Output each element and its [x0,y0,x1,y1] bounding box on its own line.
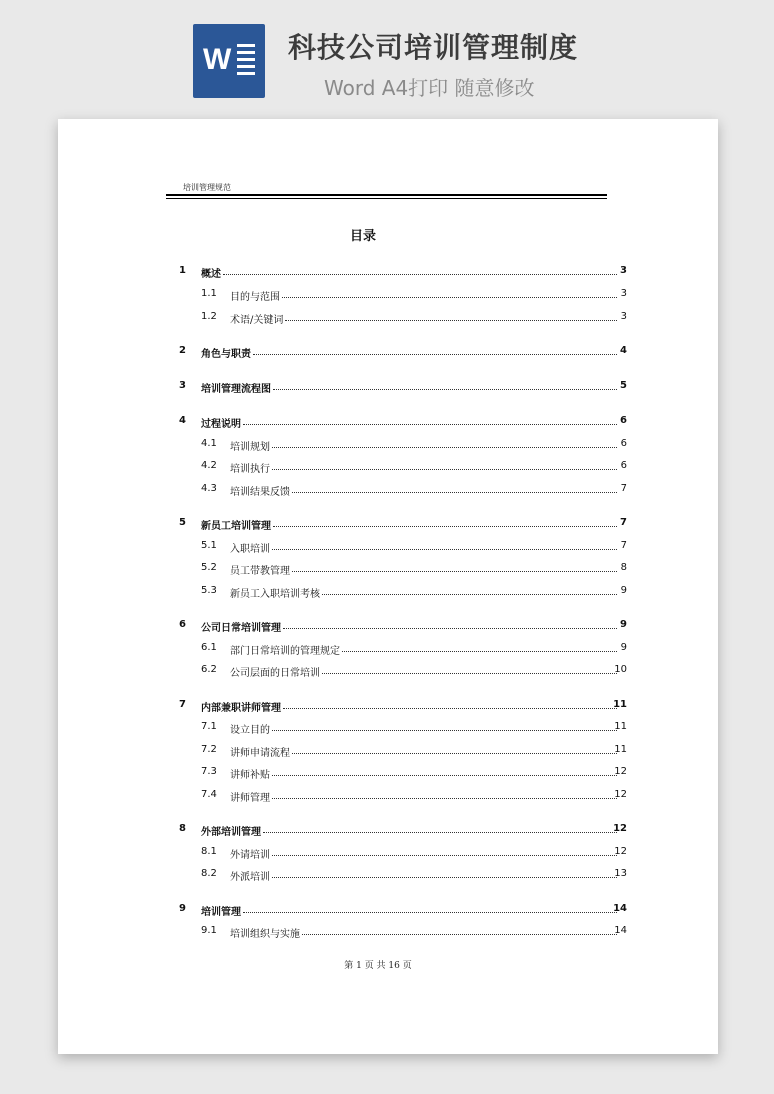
toc-entry-text: 外部培训管理 [201,827,261,838]
toc-entry-page: 11 [613,699,627,710]
toc-entry-label [201,380,619,395]
toc-entry-label [201,265,619,280]
toc-leader-dots [282,297,617,298]
toc-leader-dots [273,389,617,390]
toc-entry-page: 10 [614,664,627,675]
toc-entry-label [201,415,619,430]
toc-leader-dots [253,354,617,355]
toc-leader-dots [272,469,617,470]
toc-entry-text: 公司日常培训管理 [201,623,281,634]
toc-leader-dots [285,320,617,321]
toc-entry-number: 8.2 [201,868,217,879]
toc-entry-page: 4 [620,345,627,356]
toc-entry-page: 9 [620,619,627,630]
toc-entry-page: 8 [620,562,627,573]
toc-entry-page: 7 [620,483,627,494]
toc-entry[interactable] [58,721,718,735]
toc-entry[interactable] [58,789,718,803]
toc-entry-label [230,540,619,555]
toc-entry-label [230,789,619,804]
toc-entry-text: 讲师管理 [230,793,270,804]
toc-entry[interactable] [58,664,718,678]
toc-entry-text: 角色与职责 [201,349,251,360]
toc-leader-dots [322,673,617,674]
toc-entry-text: 培训管理流程图 [201,384,271,395]
toc-entry-text: 外请培训 [230,850,270,861]
toc-entry[interactable] [58,380,718,394]
toc-entry[interactable] [58,460,718,474]
toc-entry[interactable] [58,517,718,531]
toc-entry-text: 公司层面的日常培训 [230,668,320,679]
toc-entry[interactable] [58,562,718,576]
toc-entry-label [230,483,619,498]
toc-leader-dots [272,775,617,776]
toc-entry[interactable] [58,438,718,452]
toc-leader-dots [283,708,617,709]
toc-entry[interactable] [58,823,718,837]
toc-entry-text: 员工带教管理 [230,566,290,577]
toc-entry-label [201,517,619,532]
toc-leader-dots [272,855,617,856]
document-page [58,119,718,1054]
toc-entry-number: 1 [179,265,186,276]
toc-entry-number: 9 [179,903,186,914]
toc-entry[interactable] [58,642,718,656]
toc-entry[interactable] [58,311,718,325]
toc-entry-number: 9.1 [201,925,217,936]
toc-entry[interactable] [58,415,718,429]
word-icon [193,24,265,98]
toc-entry-number: 4.3 [201,483,217,494]
toc-entry-label [230,642,619,657]
toc-entry[interactable] [58,744,718,758]
toc-entry[interactable] [58,925,718,939]
toc-entry[interactable] [58,868,718,882]
toc-entry-label [230,438,619,453]
toc-entry-page: 11 [614,721,627,732]
toc-entry[interactable] [58,766,718,780]
toc-leader-dots [273,526,617,527]
toc-entry-number: 5.3 [201,585,217,596]
header-rule-thick [166,194,607,196]
toc-entry-number: 7.1 [201,721,217,732]
toc-entry-page: 3 [620,311,627,322]
toc-entry-text: 培训管理 [201,907,241,918]
toc-entry-label [230,868,619,883]
toc-entry-page: 14 [614,925,627,936]
toc-entry-label [230,562,619,577]
toc-entry-number: 8 [179,823,186,834]
toc-entry-text: 新员工入职培训考核 [230,589,320,600]
toc-entry-label [230,925,619,940]
toc-entry[interactable] [58,699,718,713]
toc-entry-text: 讲师补贴 [230,770,270,781]
toc-entry-number: 1.1 [201,288,217,299]
toc-entry-page: 11 [614,744,627,755]
toc-entry-text: 部门日常培训的管理规定 [230,646,340,657]
toc-entry-number: 6.1 [201,642,217,653]
toc-entry-number: 4.2 [201,460,217,471]
toc-entry-text: 目的与范围 [230,292,280,303]
toc-entry-page: 3 [620,265,627,276]
toc-entry-page: 12 [613,823,627,834]
toc-entry-page: 12 [614,846,627,857]
toc-entry-label [230,664,619,679]
word-icon-lines [237,44,255,79]
banner [0,0,774,118]
toc-entry-label [230,460,619,475]
toc-entry-label [230,311,619,326]
toc-entry-text: 培训执行 [230,464,270,475]
toc-entry-page: 6 [620,460,627,471]
toc-entry-page: 12 [614,766,627,777]
toc-leader-dots [243,424,617,425]
toc-entry-number: 4 [179,415,186,426]
toc-entry-page: 9 [620,642,627,653]
toc-entry-number: 1.2 [201,311,217,322]
toc-entry[interactable] [58,846,718,860]
toc-entry-number: 8.1 [201,846,217,857]
page-footer: 第 1 页 共 16 页 [344,961,412,971]
toc-leader-dots [292,492,617,493]
toc-entry-page: 7 [620,517,627,528]
toc-entry-text: 内部兼职讲师管理 [201,703,281,714]
toc-entry-number: 7.4 [201,789,217,800]
banner-title: 科技公司培训管理制度 [288,31,579,64]
toc-entry-number: 6 [179,619,186,630]
toc-entry-text: 术语/关键词 [230,315,284,326]
toc-entry-label [201,699,619,714]
toc-entry-label [201,823,619,838]
toc-entry-page: 14 [613,903,627,914]
toc-entry-page: 6 [620,438,627,449]
toc-entry-number: 4.1 [201,438,217,449]
toc-entry-text: 培训组织与实施 [230,929,300,940]
toc-entry-label [201,345,619,360]
toc-entry-label [230,846,619,861]
banner-subtitle: Word A4打印 随意修改 [324,76,535,100]
toc-entry-label [230,744,619,759]
header-rule-thin [166,198,607,199]
toc-entry-number: 5.1 [201,540,217,551]
toc-entry-label [201,619,619,634]
toc-entry-text: 培训规划 [230,442,270,453]
toc-leader-dots [322,594,617,595]
toc-entry[interactable] [58,540,718,554]
toc-entry-text: 设立目的 [230,725,270,736]
toc-entry-number: 5 [179,517,186,528]
toc-leader-dots [283,628,617,629]
toc-entry-text: 培训结果反馈 [230,487,290,498]
toc-entry-number: 7.2 [201,744,217,755]
toc-entry-page: 7 [620,540,627,551]
toc-leader-dots [292,753,617,754]
toc-leader-dots [272,877,617,878]
toc-leader-dots [272,549,617,550]
toc-entry-page: 13 [614,868,627,879]
toc-entry-page: 3 [620,288,627,299]
toc-entry-number: 6.2 [201,664,217,675]
toc-entry-label [230,766,619,781]
toc-title: 目录 [349,229,376,244]
toc-entry-text: 外派培训 [230,872,270,883]
toc-entry-label [201,903,619,918]
toc-entry-text: 讲师申请流程 [230,748,290,759]
toc-entry-page: 6 [620,415,627,426]
toc-entry-page: 9 [620,585,627,596]
page-header-text: 培训管理规范 [183,183,231,192]
toc-entry-number: 7.3 [201,766,217,777]
toc-entry-text: 入职培训 [230,544,270,555]
toc-leader-dots [272,447,617,448]
toc-leader-dots [223,274,617,275]
toc-entry[interactable] [58,265,718,279]
toc-leader-dots [342,651,617,652]
toc-entry-label [230,288,619,303]
toc-entry[interactable] [58,288,718,302]
toc-leader-dots [292,571,617,572]
toc-leader-dots [263,832,617,833]
toc-entry-number: 7 [179,699,186,710]
toc-entry-page: 5 [620,380,627,391]
toc-leader-dots [272,730,617,731]
toc-entry-number: 2 [179,345,186,356]
toc-leader-dots [243,912,617,913]
word-icon-letter: W [203,43,232,76]
toc-entry-number: 5.2 [201,562,217,573]
toc-entry-label [230,585,619,600]
toc-entry-text: 概述 [201,269,221,280]
toc-leader-dots [302,934,617,935]
toc-entry[interactable] [58,585,718,599]
toc-entry-number: 3 [179,380,186,391]
toc-leader-dots [272,798,617,799]
toc-entry-page: 12 [614,789,627,800]
toc-entry-label [230,721,619,736]
toc-entry-text: 过程说明 [201,419,241,430]
toc-entry[interactable] [58,483,718,497]
toc-entry[interactable] [58,619,718,633]
toc-entry[interactable] [58,345,718,359]
toc-entry[interactable] [58,903,718,917]
toc-entry-text: 新员工培训管理 [201,521,271,532]
